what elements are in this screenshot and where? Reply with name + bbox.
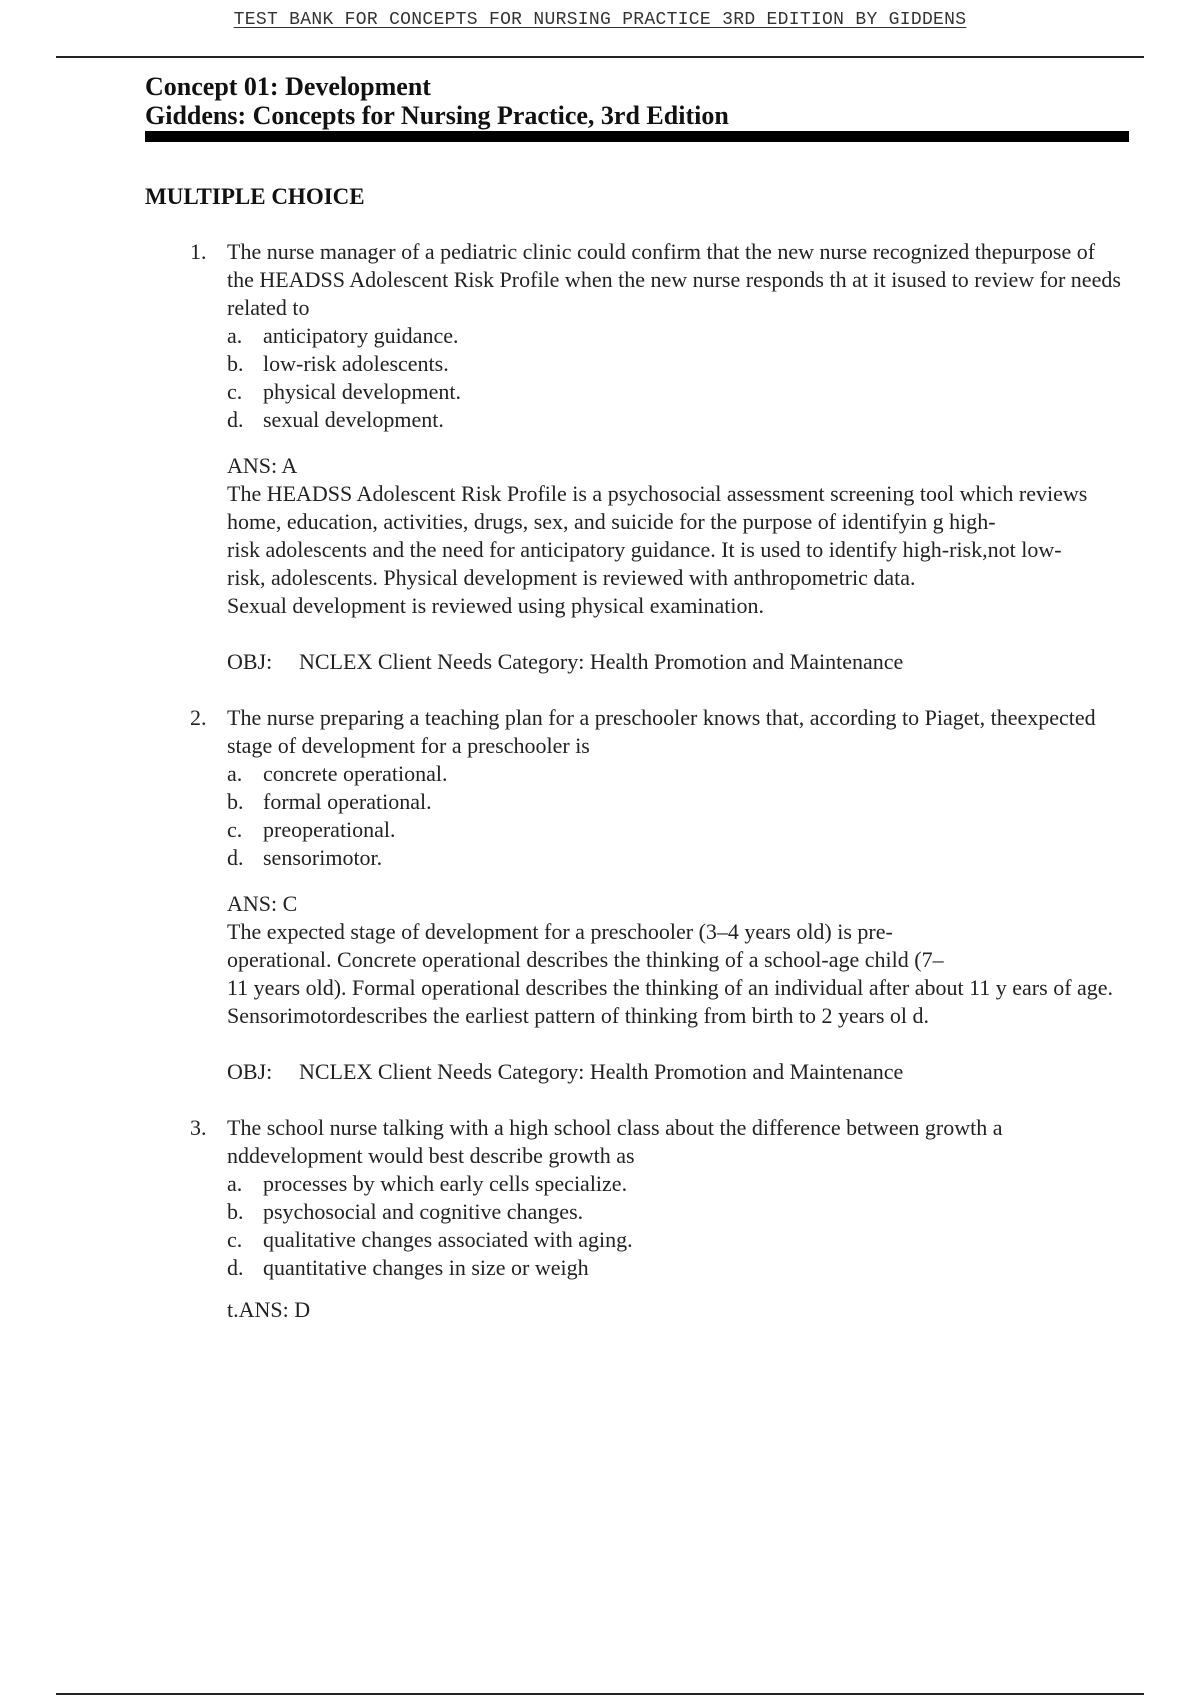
option-letter: c.	[227, 1227, 243, 1252]
concept-title: Concept 01: Development	[145, 72, 431, 101]
option-letter: c.	[227, 817, 243, 842]
option-text: anticipatory guidance.	[263, 323, 459, 348]
objective-label: OBJ:	[227, 1059, 273, 1084]
option-text: sensorimotor.	[263, 845, 383, 870]
running-header: TEST BANK FOR CONCEPTS FOR NURSING PRACTICE 3RD EDITION BY GIDDENS	[233, 10, 967, 30]
option-letter: c.	[227, 379, 243, 404]
option-letter: d.	[227, 1255, 244, 1280]
option-letter: a.	[227, 761, 243, 786]
option-d	[227, 844, 1127, 872]
question-2	[0, 704, 1200, 1086]
question-number: 3.	[190, 1115, 207, 1140]
option-text: quantitative changes in size or weigh	[263, 1255, 589, 1280]
book-title: Giddens: Concepts for Nursing Practice, 3rd Edition	[145, 101, 729, 130]
option-text: psychosocial and cognitive changes.	[263, 1199, 584, 1224]
option-c	[227, 1226, 1127, 1254]
option-text: processes by which early cells specialize.	[263, 1171, 628, 1196]
question-3	[0, 1114, 1200, 1324]
option-letter: d.	[227, 407, 244, 432]
option-letter: a.	[227, 323, 243, 348]
rationale-line: operational. Concrete operational describes the thinking of a school-age child (7–	[227, 947, 944, 972]
objective-text: NCLEX Client Needs Category: Health Promotion and Maintenance	[299, 649, 904, 674]
title-rule	[145, 131, 1129, 142]
option-letter: b.	[227, 789, 244, 814]
option-text: preoperational.	[263, 817, 396, 842]
rationale-line: risk adolescents and the need for anticipatory guidance. It is used to identify high-risk,not low-	[227, 537, 1062, 562]
option-text: concrete operational.	[263, 761, 448, 786]
option-text: formal operational.	[263, 789, 432, 814]
section-heading: MULTIPLE CHOICE	[145, 184, 365, 209]
objective	[227, 648, 1127, 676]
option-text: sexual development.	[263, 407, 444, 432]
answer-key: ANS: C	[227, 891, 298, 916]
question-1	[0, 238, 1200, 676]
question-stem: The school nurse talking with a high school class about the difference between growth a nddevelopment would best describe growth as	[227, 1115, 1003, 1168]
question-number: 1.	[190, 239, 207, 264]
objective	[227, 1058, 1127, 1086]
option-b	[227, 350, 1127, 378]
option-c	[227, 378, 1127, 406]
option-letter: b.	[227, 1199, 244, 1224]
option-d	[227, 406, 1127, 434]
title-block	[145, 72, 1130, 130]
rationale-line: Sexual development is reviewed using physical examination.	[227, 593, 765, 618]
objective-text: NCLEX Client Needs Category: Health Promotion and Maintenance	[299, 1059, 904, 1084]
option-a	[227, 1170, 1127, 1198]
rationale-line: 11 years old). Formal operational describes the thinking of an individual after about 11 y ears of age. Sensorimotordescribes the earliest pattern of thinking from birth to 2 years ol d.	[227, 975, 1114, 1028]
option-letter: d.	[227, 845, 244, 870]
rationale-line: The expected stage of development for a preschooler (3–4 years old) is pre-	[227, 919, 893, 944]
option-b	[227, 788, 1127, 816]
option-text: qualitative changes associated with aging.	[263, 1227, 633, 1252]
option-letter: a.	[227, 1171, 243, 1196]
option-a	[227, 322, 1127, 350]
option-text: physical development.	[263, 379, 461, 404]
question-list	[0, 238, 1200, 1324]
rationale-line: The HEADSS Adolescent Risk Profile is a psychosocial assessment screening tool which reviews home, education, activities, drugs, sex, and suicide for the purpose of identifyin g high-	[227, 481, 1088, 534]
option-letter: b.	[227, 351, 244, 376]
header-divider	[56, 56, 1144, 58]
footer-divider	[56, 1693, 1144, 1695]
question-stem: The nurse manager of a pediatric clinic could confirm that the new nurse recognized thepurpose of the HEADSS Adolescent Risk Profile when the new nurse responds th at it isused to review for needs related to	[227, 239, 1121, 320]
question-stem: The nurse preparing a teaching plan for a preschooler knows that, according to Piaget, theexpected stage of development for a preschooler is	[227, 705, 1096, 758]
option-text: low-risk adolescents.	[263, 351, 449, 376]
rationale-line: risk, adolescents. Physical development is reviewed with anthropometric data.	[227, 565, 916, 590]
question-number: 2.	[190, 705, 207, 730]
option-a	[227, 760, 1127, 788]
answer-key: t.ANS: D	[227, 1297, 311, 1322]
option-c	[227, 816, 1127, 844]
objective-label: OBJ:	[227, 649, 273, 674]
option-b	[227, 1198, 1127, 1226]
option-d	[227, 1254, 1127, 1282]
answer-key: ANS: A	[227, 453, 298, 478]
